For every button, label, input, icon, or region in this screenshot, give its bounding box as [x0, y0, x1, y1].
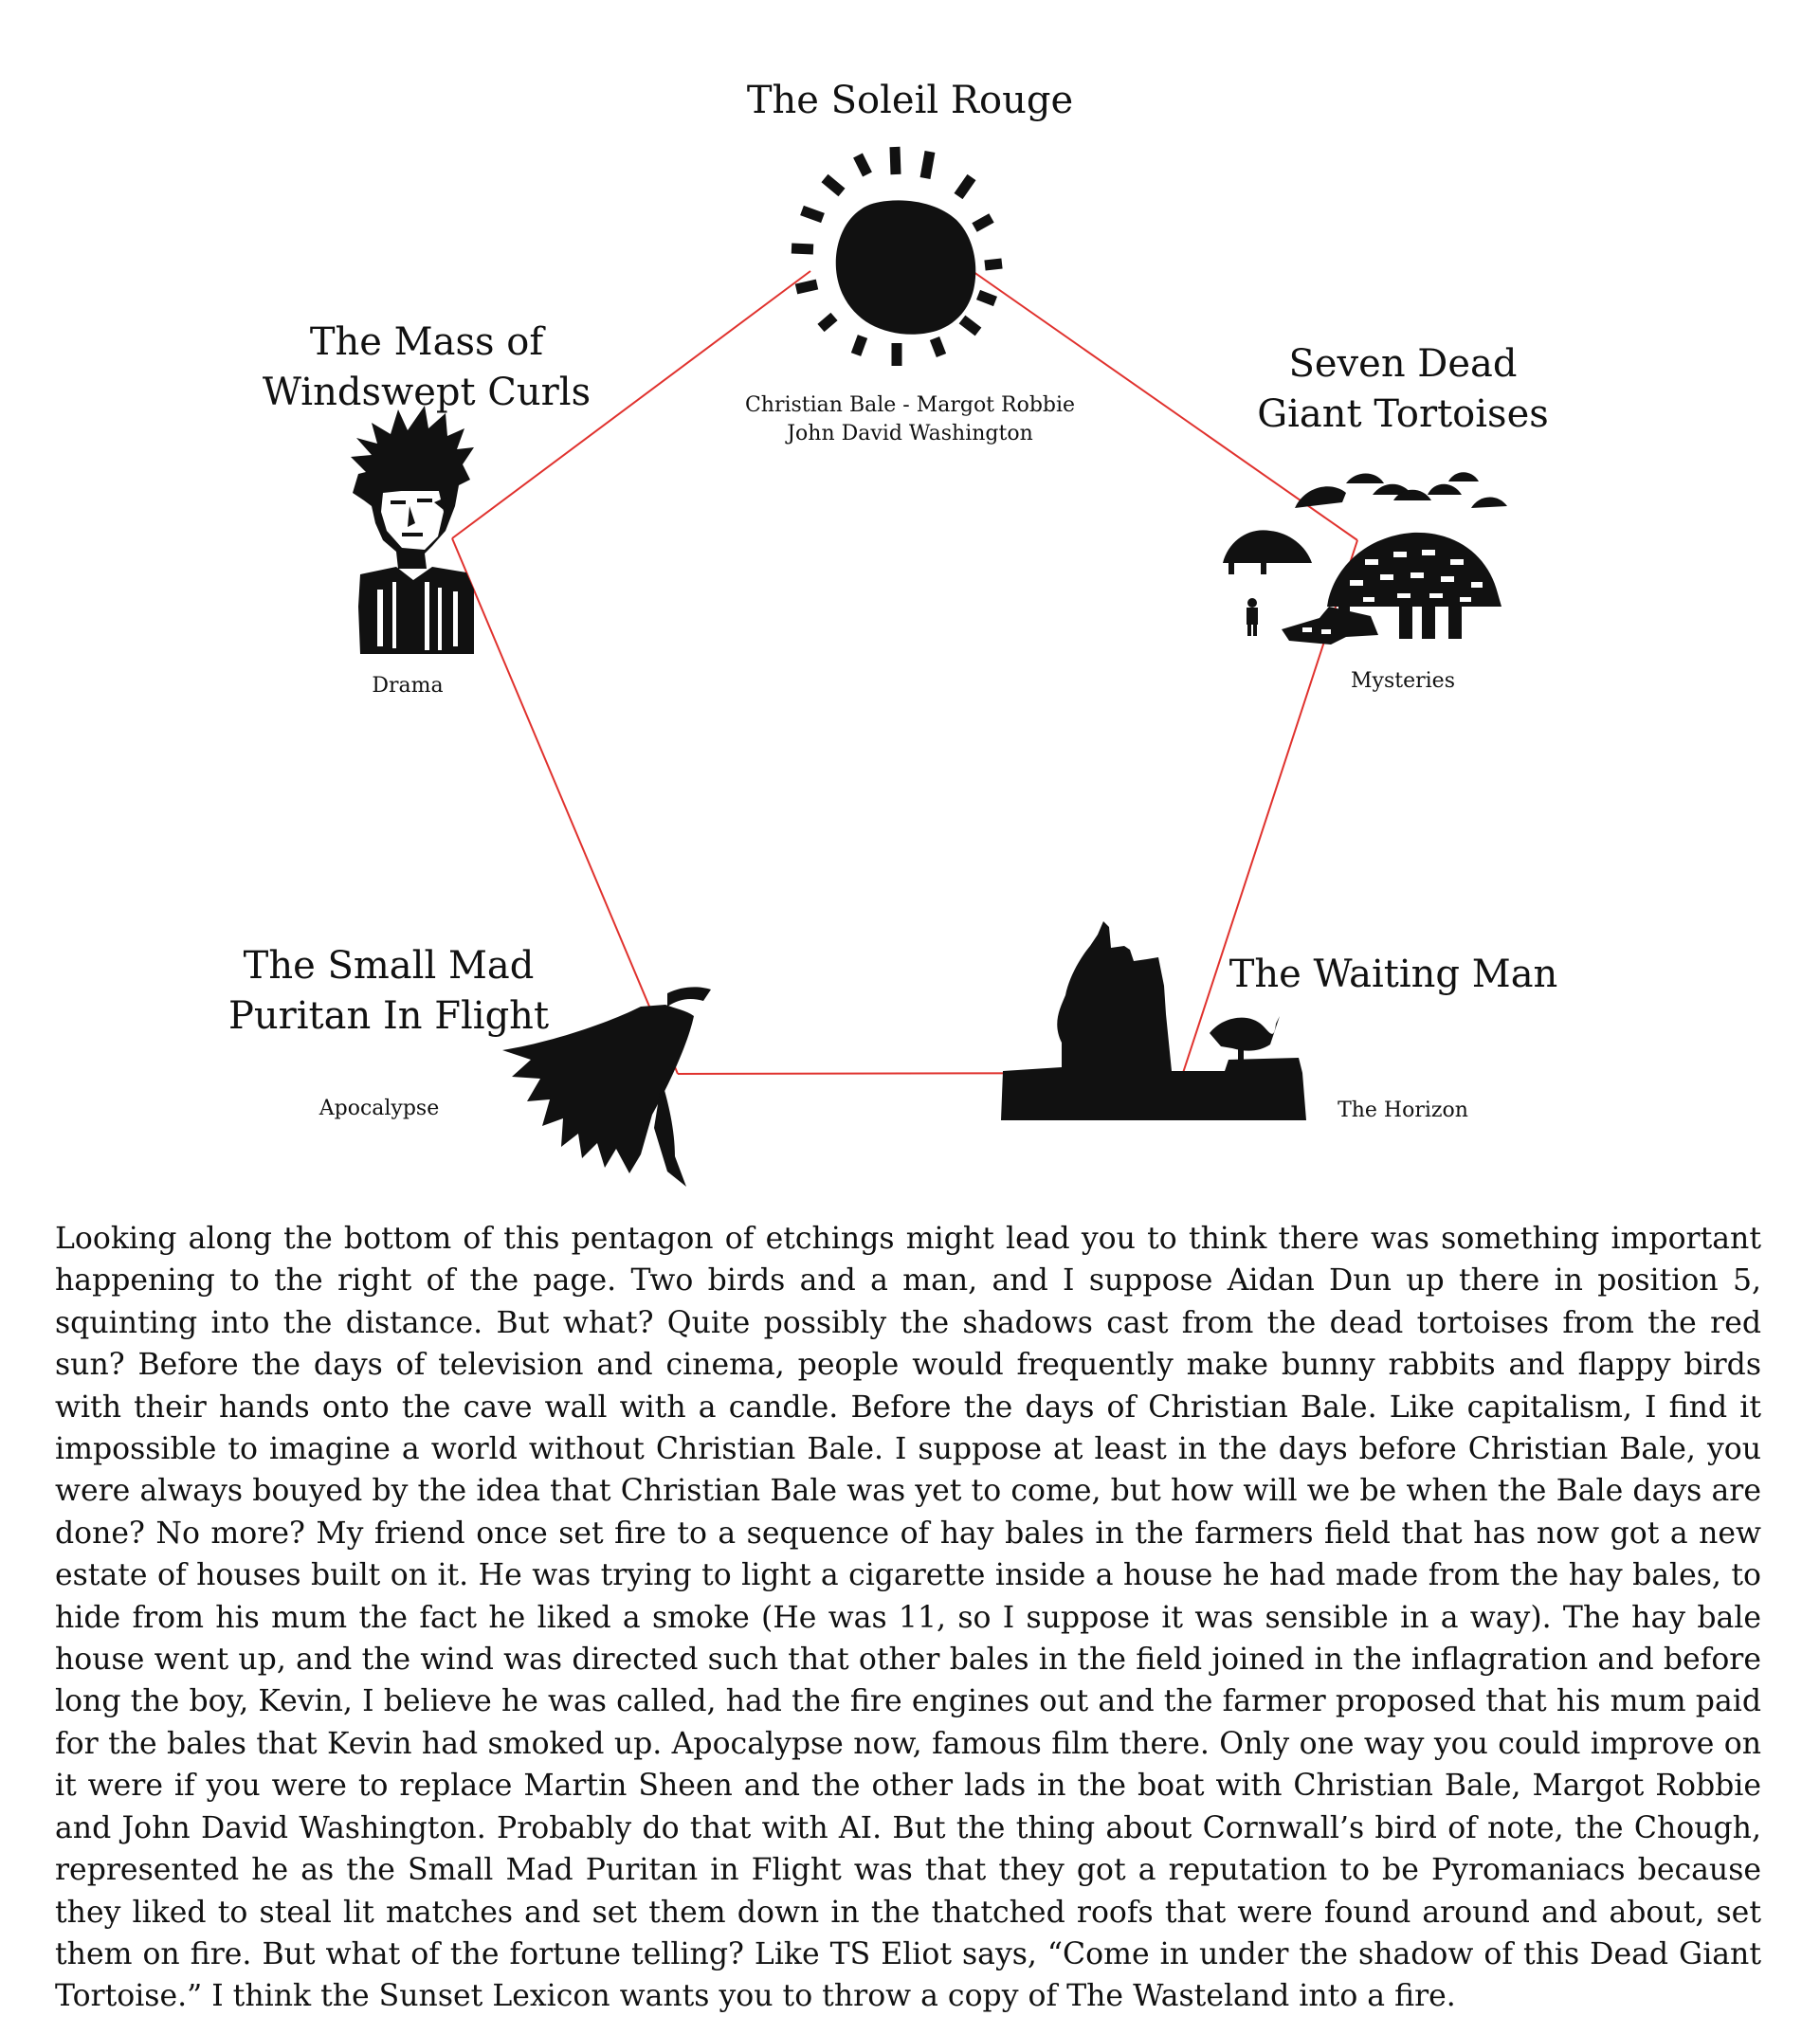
node-caption-line: Drama — [372, 674, 444, 698]
node-title-line: The Mass of — [309, 320, 544, 364]
node-caption-line: The Horizon — [1338, 1099, 1468, 1122]
node-title-line: The Soleil Rouge — [746, 79, 1074, 122]
node-title-sun — [720, 76, 1100, 126]
node-caption-curls — [313, 672, 502, 700]
node-title-puritan — [199, 941, 578, 1042]
node-title-waiting — [1204, 950, 1583, 1000]
tortoises-icon — [1223, 472, 1507, 645]
node-caption-line: Christian Bale - Margot Robbie — [744, 393, 1076, 417]
node-title-line: Puritan In Flight — [228, 994, 550, 1038]
node-caption-line: Apocalypse — [318, 1097, 440, 1120]
sun-icon — [792, 147, 1002, 366]
node-caption-puritan — [284, 1095, 474, 1123]
node-caption-tortoises — [1308, 667, 1498, 696]
node-title-line: The Small Mad — [243, 944, 535, 988]
essay-paragraph: Looking along the bottom of this pentagon of etchings might lead you to think there was something important happening to the right of the page. Two birds and a man, and I suppose Aidan Dun up there in position 5, squinting into the distance. But what? Quite possibly the shadows cast from the dead tortoises from the red sun? Before the days of television and cinema, people would frequently make bunny rabbits and flappy birds with their hands onto the cave wall with a candle. Before the days of Christian Bale. Like capitalism, I find it impossible to imagine a world without Christian Bale. I suppose at least in the days before Christian Bale, you were always bouyed by the idea that Christian Bale was yet to come, but how will we be when the Bale days are done? No more? My friend once set fire to a sequence of hay bales in the farmers field that has now got a new estate of houses built on it. He was trying to light a cigarette inside a house he had made from the hay bales, to hide from his mum the fact he liked a smoke (He was 11, so I suppose it was sensible in a way). The hay bale house went up, and the wind was directed such that other bales in the field joined in the inflagration and before long the boy, Kevin, I believe he was called, had the fire engines out and the farmer proposed that his mum paid for the bales that Kevin had smoked up. Apocalypse now, famous film there. Only one way you could improve on it were if you were to replace Martin Sheen and the other lads in the boat with Christian Bale, Margot Robbie and John David Washington. Probably do that with AI. But the thing about Cornwall’s bird of note, the Chough, represented he as the Small Mad Puritan in Flight was that they got a reputation to be Pyromaniacs because they liked to steal lit matches and set them down in the thatched roofs that were found around and about, set them on fire. But what of the fortune telling? Like TS Eliot says, “Come in under the shadow of this Dead Giant Tortoise.” I think the Sunset Lexicon wants you to throw a copy of The Wasteland into a fire. — [55, 1222, 1761, 2014]
node-caption-waiting — [1308, 1097, 1498, 1125]
node-caption-line: Mysteries — [1351, 669, 1455, 693]
node-caption-sun — [720, 391, 1100, 448]
node-caption-line: John David Washington — [787, 422, 1033, 445]
node-title-tortoises — [1213, 339, 1592, 440]
node-title-curls — [237, 318, 616, 418]
node-title-line: Seven Dead — [1288, 342, 1518, 386]
node-title-line: The Waiting Man — [1228, 953, 1558, 996]
node-title-line: Giant Tortoises — [1257, 392, 1549, 436]
node-title-line: Windswept Curls — [262, 371, 592, 414]
